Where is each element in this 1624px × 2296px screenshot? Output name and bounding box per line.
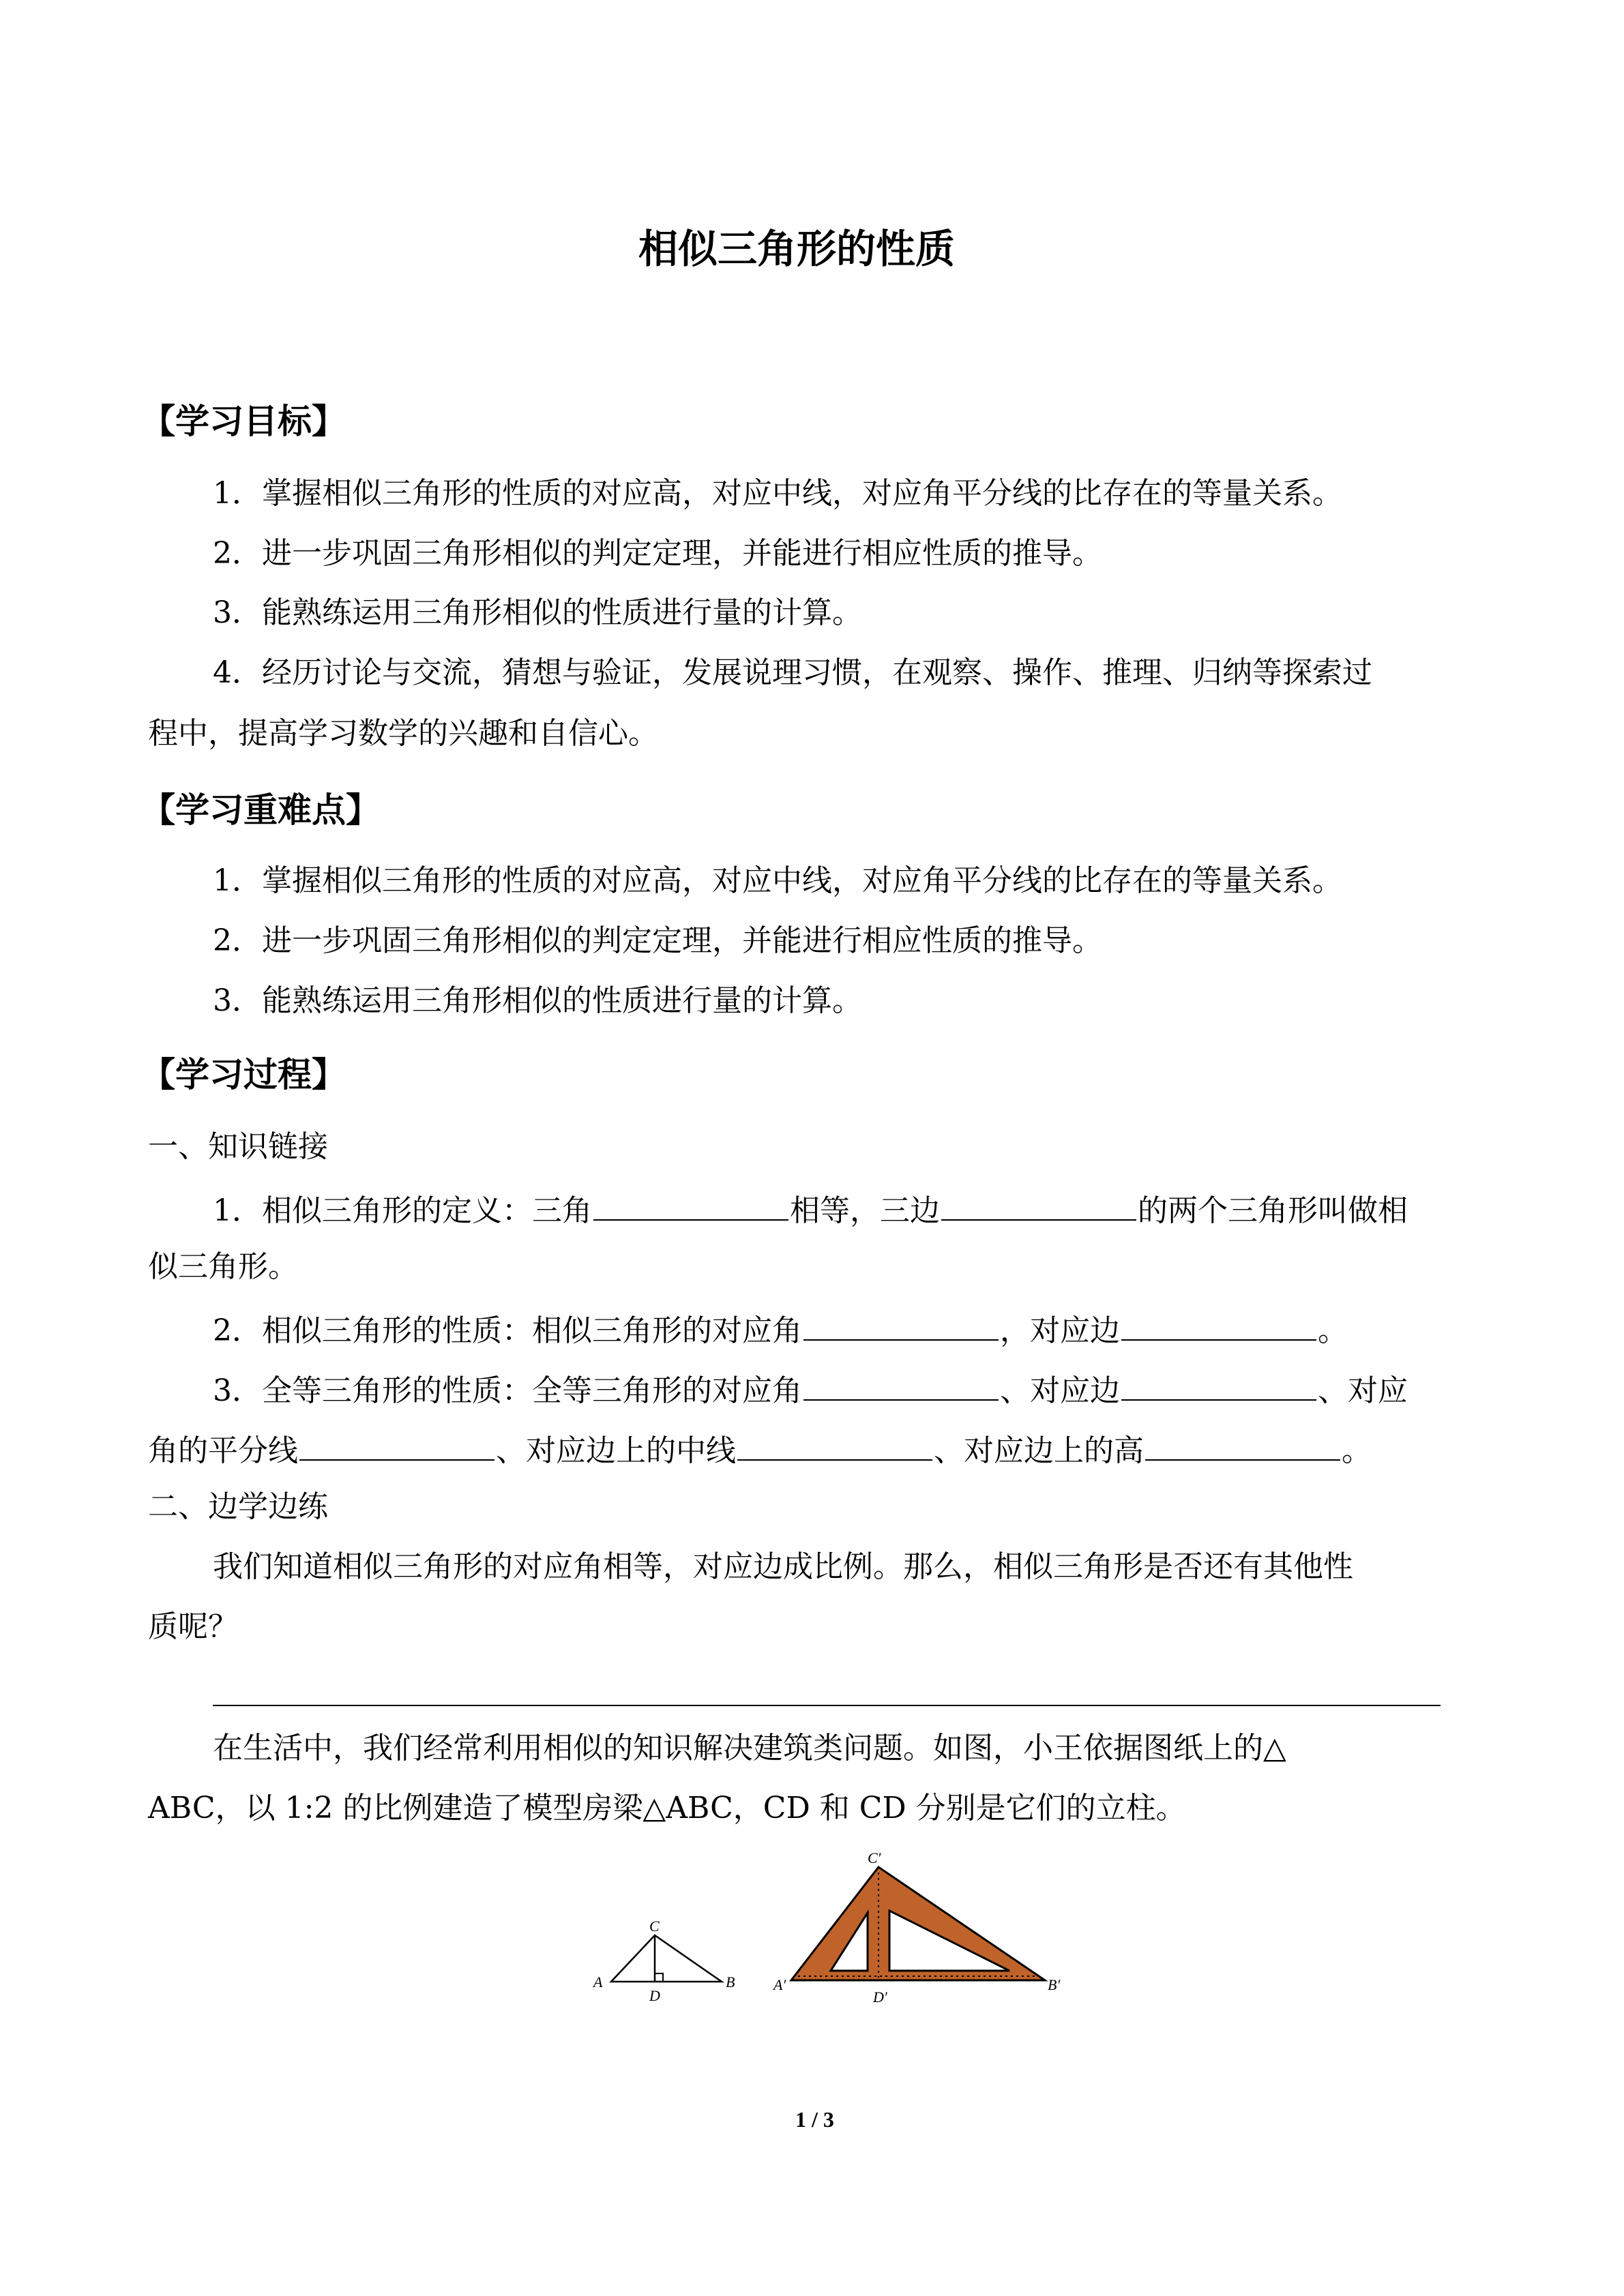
page-title: 相似三角形的性质 xyxy=(638,226,956,272)
objective-item: 1．掌握相似三角形的性质的对应高，对应中线，对应角平分线的比存在的等量关系。 xyxy=(213,476,1342,511)
objective-item: 2．进一步巩固三角形相似的判定定理，并能进行相应性质的推导。 xyxy=(213,536,1102,571)
q3-text-g: 。 xyxy=(1342,1433,1372,1468)
beam-triangle-figure xyxy=(771,1848,1071,2018)
fill-question-3-continued xyxy=(148,1432,1372,1466)
knowledge-link-title: 一、知识链接 xyxy=(148,1129,328,1164)
q2-text-c: 。 xyxy=(1318,1313,1348,1348)
q3-text-d: 角的平分线 xyxy=(148,1433,298,1468)
q3-text-f: 、对应边上的高 xyxy=(934,1433,1144,1468)
objective-item: 4．经历讨论与交流，猜想与验证，发展说理习惯，在观察、操作、推理、归纳等探索过 xyxy=(213,655,1372,690)
answer-blank[interactable] xyxy=(299,1432,494,1461)
fill-question-2 xyxy=(213,1312,1348,1346)
q3-text-b: 、对应边 xyxy=(1000,1373,1120,1408)
q1-text-c: 的两个三角形叫做相 xyxy=(1138,1193,1408,1228)
answer-line[interactable] xyxy=(213,1705,1441,1706)
key-points-heading: 【学习重难点】 xyxy=(141,790,380,830)
example-paragraph: 在生活中，我们经常利用相似的知识解决建筑类问题。如图，小王依据图纸上的△ xyxy=(213,1731,1286,1765)
label-a-prime: A′ xyxy=(773,1976,786,1993)
answer-blank[interactable] xyxy=(1121,1312,1316,1341)
answer-blank[interactable] xyxy=(1145,1432,1340,1461)
intro-paragraph-continued: 质呢？ xyxy=(148,1609,238,1644)
learn-practice-title: 二、边学边练 xyxy=(148,1489,328,1524)
answer-blank[interactable] xyxy=(593,1192,788,1221)
label-c: C xyxy=(649,1918,660,1935)
label-a: A xyxy=(593,1973,603,1991)
key-point-item: 1．掌握相似三角形的性质的对应高，对应中线，对应角平分线的比存在的等量关系。 xyxy=(213,863,1342,898)
intro-paragraph: 我们知道相似三角形的对应角相等，对应边成比例。那么，相似三角形是否还有其他性 xyxy=(213,1549,1353,1584)
q3-text-c: 、对应 xyxy=(1318,1373,1408,1408)
objective-item: 3．能熟练运用三角形相似的性质进行量的计算。 xyxy=(213,595,862,630)
objectives-heading: 【学习目标】 xyxy=(141,402,346,441)
q2-text-a: 2．相似三角形的性质：相似三角形的对应角 xyxy=(213,1313,802,1348)
fill-question-1 xyxy=(213,1192,1408,1226)
q1-text-b: 相等，三边 xyxy=(790,1193,940,1228)
small-triangle-figure xyxy=(587,1916,737,2012)
fill-question-3 xyxy=(213,1372,1408,1406)
label-b: B xyxy=(726,1973,735,1991)
q3-text-e: 、对应边上的中线 xyxy=(496,1433,736,1468)
page-number: 1 / 3 xyxy=(795,2107,834,2132)
answer-blank[interactable] xyxy=(1121,1372,1316,1401)
label-d-prime: D′ xyxy=(873,1988,887,2006)
key-point-item: 2．进一步巩固三角形相似的判定定理，并能进行相应性质的推导。 xyxy=(213,923,1102,958)
key-point-item: 3．能熟练运用三角形相似的性质进行量的计算。 xyxy=(213,983,862,1018)
label-b-prime: B′ xyxy=(1048,1976,1061,1993)
example-paragraph-continued: ABC，以 1:2 的比例建造了模型房梁△ABC，CD 和 CD 分别是它们的立柱。 xyxy=(148,1791,1186,1825)
answer-blank[interactable] xyxy=(941,1192,1136,1221)
q1-text-d: 似三角形。 xyxy=(148,1249,298,1284)
beam-frame xyxy=(791,1867,1045,1980)
q2-text-b: ，对应边 xyxy=(1000,1313,1120,1348)
label-c-prime: C′ xyxy=(868,1849,881,1866)
process-heading: 【学习过程】 xyxy=(141,1055,346,1094)
objective-item-continued: 程中，提高学习数学的兴趣和自信心。 xyxy=(148,716,658,751)
label-d: D xyxy=(649,1987,660,2004)
q1-text-a: 1．相似三角形的定义：三角 xyxy=(213,1193,592,1228)
answer-blank[interactable] xyxy=(737,1432,932,1461)
right-angle-mark xyxy=(655,1973,663,1982)
q3-text-a: 3．全等三角形的性质：全等三角形的对应角 xyxy=(213,1373,802,1408)
answer-blank[interactable] xyxy=(803,1312,999,1341)
triangle-abc xyxy=(611,1935,722,1982)
answer-blank[interactable] xyxy=(803,1372,999,1401)
